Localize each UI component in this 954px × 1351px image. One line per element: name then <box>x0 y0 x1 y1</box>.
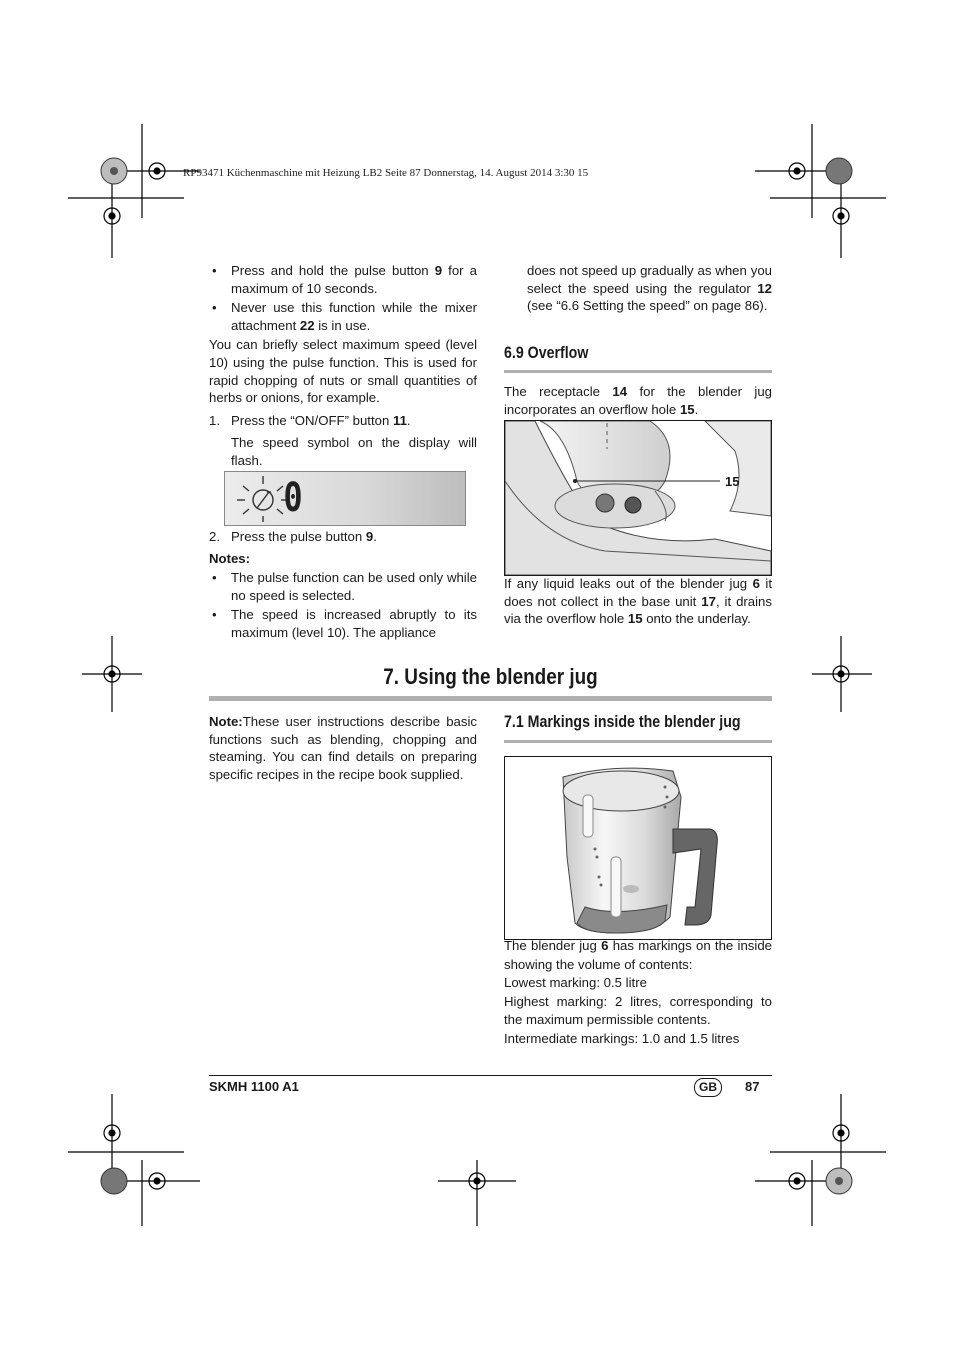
note-2: • The speed is increased abruptly to its maximum (level 10). The appliance <box>212 607 477 640</box>
bullet-pulse-hold: • Press and hold the pulse button 9 for a maximum of 10 seconds. <box>212 263 477 296</box>
language-badge: GB <box>694 1078 722 1097</box>
step-2: 2. Press the pulse button 9. <box>209 529 377 544</box>
step-1-result: The speed symbol on the display will flash. <box>231 435 477 468</box>
page-number: 87 <box>745 1079 760 1094</box>
section-7-1-text <box>504 937 772 1048</box>
speed-display-figure <box>224 471 466 526</box>
jug-markings-intro: The blender jug 6 has markings on the inside showing the volume of contents: <box>504 938 772 972</box>
chapter-note <box>209 713 477 783</box>
chapter-rule <box>209 696 772 701</box>
overflow-intro-text: The receptacle 14 for the blender jug incorporates an overflow hole 15. <box>504 384 772 417</box>
overflow-figure <box>504 420 772 576</box>
chapter-note-text: Note:These user instructions describe basic functions such as blending, chopping and steaming. You can find details on preparing specific recipes in the recipe book supplied. <box>209 714 477 782</box>
footer-rule <box>209 1075 772 1076</box>
overflow-explanation-text: If any liquid leaks out of the blender jug 6 it does not collect in the base unit 17, it drains via the overflow hole 15 onto the underlay. <box>504 576 772 627</box>
continuation-paragraph: does not speed up gradually as when you select the speed using the regulator 12 (see “6.6 Setting the speed” on page 86). <box>527 263 772 314</box>
print-slug: RP93471 Küchenmaschine mit Heizung LB2 Seite 87 Donnerstag, 14. August 2014 3:30 15 <box>183 167 589 179</box>
chapter-title-wrap <box>209 664 772 690</box>
step-1: 1. Press the “ON/OFF” button 11. <box>209 412 411 428</box>
section-6-9-title: 6.9 Overflow <box>504 344 589 362</box>
left-column <box>209 262 477 470</box>
section-rule <box>504 370 772 373</box>
note-1: • The pulse function can be used only while no speed is selected. <box>212 570 477 603</box>
bullet-mixer-warning: • Never use this function while the mixer attachment 22 is in use. <box>212 300 477 333</box>
callout-15: 15 <box>725 474 740 489</box>
pulse-paragraph: You can briefly select maximum speed (level 10) using the pulse function. This is used for rapid chopping of nuts or small quantities of herbs or onions, for example. <box>209 337 477 406</box>
footer-model: SKMH 1100 A1 <box>209 1079 299 1094</box>
chapter-title: 7. Using the blender jug <box>383 664 598 689</box>
lowest-marking: Lowest marking: 0.5 litre <box>504 975 647 990</box>
section-7-1-rule <box>504 740 772 743</box>
blender-jug-figure <box>504 756 772 940</box>
highest-marking: Highest marking: 2 litres, corresponding to the maximum permissible contents. <box>504 993 772 1027</box>
base-unit-illustration <box>505 421 771 575</box>
blender-jug-illustration <box>505 757 771 939</box>
notes-heading: Notes: <box>209 550 251 566</box>
overflow-explanation <box>504 575 772 628</box>
section-7-1-title: 7.1 Markings inside the blender jug <box>504 713 741 731</box>
left-column-lower <box>209 528 477 642</box>
continuation-text <box>527 262 772 315</box>
display-digit: 0 <box>283 475 303 521</box>
overflow-intro <box>504 383 772 418</box>
intermediate-markings: Intermediate markings: 1.0 and 1.5 litres <box>504 1030 740 1046</box>
